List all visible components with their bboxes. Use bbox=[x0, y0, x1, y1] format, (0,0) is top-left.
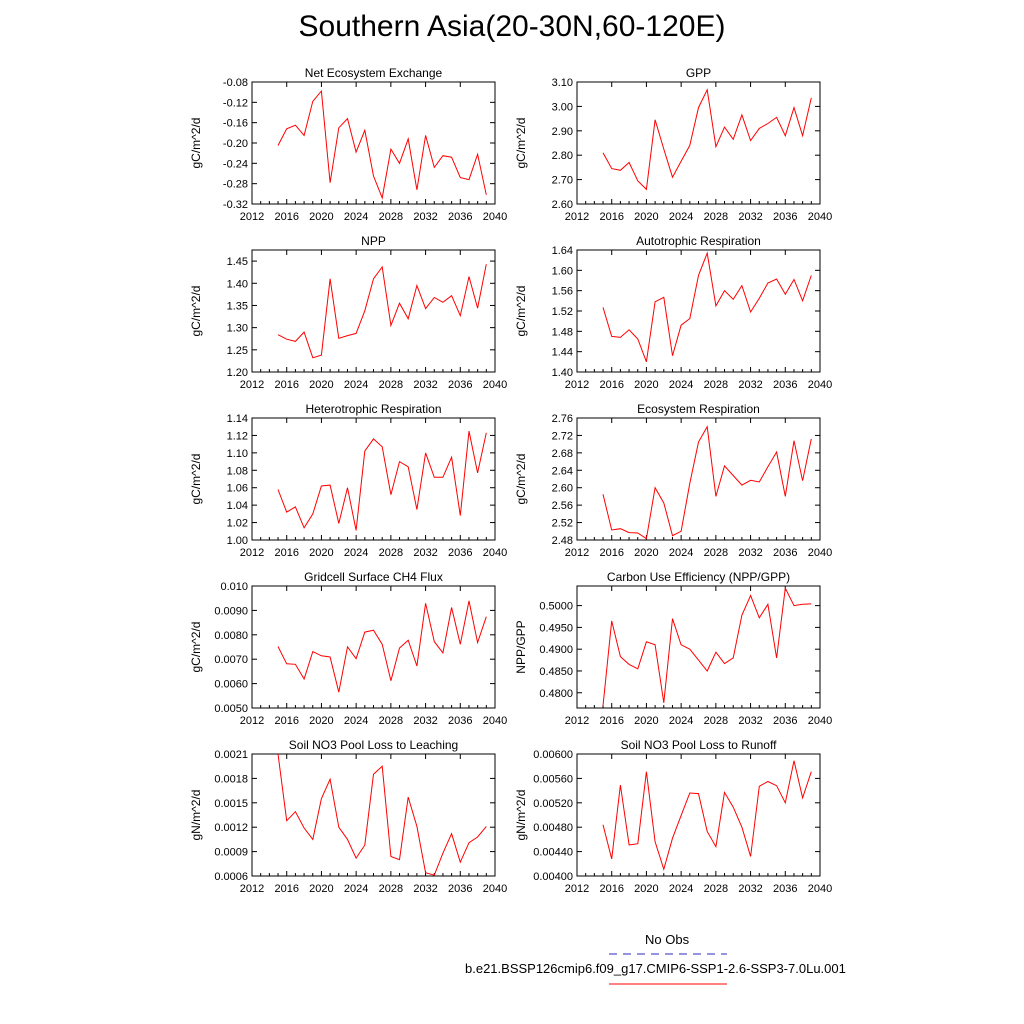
panel-7-xtick-label: 2036 bbox=[448, 715, 473, 727]
panel-3-ytick-label: 1.40 bbox=[226, 278, 248, 291]
panel-8-series-line bbox=[603, 588, 811, 706]
panel-10-xtick-label: 2028 bbox=[703, 883, 729, 895]
panel-6-ytick-label: 2.72 bbox=[551, 430, 573, 443]
panel-10-xtick-label: 2012 bbox=[564, 883, 590, 895]
panel-3-ytick-label: 1.20 bbox=[226, 367, 248, 379]
panel-2-frame bbox=[577, 82, 820, 204]
panel-1-xtick-label: 2032 bbox=[413, 211, 438, 223]
panel-8-ytick-label: 0.4900 bbox=[539, 644, 573, 657]
panel-10-title: Soil NO3 Pool Loss to Runoff bbox=[620, 738, 777, 752]
panel-3-ytick-label: 1.25 bbox=[226, 344, 248, 357]
panel-8-title: Carbon Use Efficiency (NPP/GPP) bbox=[606, 570, 791, 584]
panel-3-title: NPP bbox=[361, 234, 386, 248]
panel-6-ytick-label: 2.56 bbox=[551, 500, 573, 513]
panel-6-xtick-label: 2028 bbox=[703, 547, 729, 559]
panel-5-ytick-label: 1.06 bbox=[226, 482, 248, 495]
panel-9-ytick-label: 0.0018 bbox=[214, 773, 248, 786]
panel-9-xtick-label: 2024 bbox=[343, 883, 369, 895]
panel-5-xtick-label: 2024 bbox=[343, 547, 369, 559]
panel-10-ytick-label: 0.00520 bbox=[533, 797, 573, 810]
panel-4-xtick-label: 2040 bbox=[807, 379, 833, 391]
panel-6-ytick-label: 2.60 bbox=[551, 482, 573, 495]
panel-9-xtick-label: 2016 bbox=[274, 883, 299, 895]
panel-7-ytick-label: 0.0080 bbox=[214, 629, 248, 642]
panel-3-xtick-label: 2012 bbox=[239, 379, 265, 391]
panel-7-xtick-label: 2024 bbox=[343, 715, 369, 727]
panel-4-ytick-label: 1.52 bbox=[551, 306, 573, 318]
panel-2-xtick-label: 2032 bbox=[738, 211, 763, 223]
panel-10-xtick-label: 2040 bbox=[807, 883, 833, 895]
panel-8-xtick-label: 2016 bbox=[599, 715, 624, 727]
panel-6-title: Ecosystem Respiration bbox=[637, 402, 760, 416]
panel-10-xtick-label: 2020 bbox=[634, 883, 659, 895]
panel-3-xtick-label: 2040 bbox=[482, 379, 508, 391]
panel-4-ytick-label: 1.56 bbox=[551, 285, 573, 298]
panel-1-ytick-label: -0.32 bbox=[222, 199, 248, 211]
panel-7-series-line bbox=[278, 601, 486, 692]
panel-6-ytick-label: 2.68 bbox=[551, 447, 573, 460]
panel-7-xtick-label: 2020 bbox=[309, 715, 334, 727]
legend-label-model: b.e21.BSSP126cmip6.f09_g17.CMIP6-SSP1-2.6-SSP3-7.0Lu.001 bbox=[465, 961, 846, 976]
panel-7-ytick-label: 0.0060 bbox=[214, 678, 248, 691]
panel-4-ytick-label: 1.60 bbox=[551, 265, 573, 278]
panel-8-xtick-label: 2036 bbox=[773, 715, 798, 727]
panel-9-ylabel: gN/m^2/d bbox=[189, 789, 203, 841]
panel-1-title: Net Ecosystem Exchange bbox=[304, 66, 443, 80]
panel-5-ylabel: gC/m^2/d bbox=[189, 453, 203, 505]
panel-10-frame bbox=[577, 754, 820, 876]
panel-6-xtick-label: 2016 bbox=[599, 547, 624, 559]
panel-8-xtick-label: 2028 bbox=[703, 715, 729, 727]
panel-7-xtick-label: 2028 bbox=[378, 715, 404, 727]
panel-6-xtick-label: 2032 bbox=[738, 547, 763, 559]
panel-3-series-line bbox=[278, 264, 486, 358]
legend-label-no-obs: No Obs bbox=[645, 932, 690, 947]
panel-6-ytick-label: 2.64 bbox=[551, 465, 573, 478]
panel-5-ytick-label: 1.02 bbox=[226, 517, 248, 530]
panel-6-ytick-label: 2.76 bbox=[551, 413, 573, 425]
panel-7-xtick-label: 2012 bbox=[239, 715, 265, 727]
panel-1-xtick-label: 2036 bbox=[448, 211, 473, 223]
panel-9-xtick-label: 2028 bbox=[378, 883, 404, 895]
panel-3-ylabel: gC/m^2/d bbox=[189, 285, 203, 337]
panel-6-xtick-label: 2036 bbox=[773, 547, 798, 559]
panel-2-xtick-label: 2036 bbox=[773, 211, 798, 223]
panel-7-xtick-label: 2040 bbox=[482, 715, 508, 727]
panel-10-ytick-label: 0.00400 bbox=[533, 871, 573, 883]
panel-4-xtick-label: 2036 bbox=[773, 379, 798, 391]
panel-4-ylabel: gC/m^2/d bbox=[514, 285, 528, 337]
panel-8-xtick-label: 2040 bbox=[807, 715, 833, 727]
panel-1-ytick-label: -0.16 bbox=[222, 117, 248, 130]
panel-3-xtick-label: 2020 bbox=[309, 379, 334, 391]
panel-8-xtick-label: 2032 bbox=[738, 715, 763, 727]
panel-8-xtick-label: 2012 bbox=[564, 715, 590, 727]
panel-1-ytick-label: -0.28 bbox=[222, 178, 248, 191]
panel-9-ytick-label: 0.0006 bbox=[214, 871, 248, 883]
panel-1-xtick-label: 2028 bbox=[378, 211, 404, 223]
panel-7-title: Gridcell Surface CH4 Flux bbox=[304, 570, 443, 584]
figure-title: Southern Asia(20-30N,60-120E) bbox=[298, 10, 726, 43]
panel-1-ylabel: gC/m^2/d bbox=[189, 117, 203, 169]
panel-3-xtick-label: 2016 bbox=[274, 379, 299, 391]
panel-4-series-line bbox=[603, 253, 811, 362]
panel-6-xtick-label: 2040 bbox=[807, 547, 833, 559]
panel-7-ytick-label: 0.0050 bbox=[214, 703, 248, 715]
panel-4-xtick-label: 2028 bbox=[703, 379, 729, 391]
panel-2-xtick-label: 2028 bbox=[703, 211, 729, 223]
panel-6-series-line bbox=[603, 427, 811, 539]
panel-1-xtick-label: 2016 bbox=[274, 211, 299, 223]
panel-1-frame bbox=[252, 82, 495, 204]
panel-1-ytick-label: -0.20 bbox=[222, 138, 248, 150]
panel-10-xtick-label: 2024 bbox=[668, 883, 694, 895]
panel-6-xtick-label: 2020 bbox=[634, 547, 659, 559]
panel-4-title: Autotrophic Respiration bbox=[636, 234, 761, 248]
panel-9-ytick-label: 0.0015 bbox=[214, 797, 248, 810]
panel-2-ytick-label: 2.60 bbox=[551, 199, 573, 211]
panel-4-ytick-label: 1.48 bbox=[551, 326, 573, 339]
panel-5-xtick-label: 2028 bbox=[378, 547, 404, 559]
panel-2-series-line bbox=[603, 90, 811, 190]
panel-5-ytick-label: 1.10 bbox=[226, 447, 248, 460]
panel-8-ytick-label: 0.4950 bbox=[539, 622, 573, 635]
panel-2-title: GPP bbox=[685, 66, 712, 80]
panel-10-ytick-label: 0.00480 bbox=[533, 822, 573, 835]
panel-4-ytick-label: 1.40 bbox=[551, 367, 573, 379]
panel-5-ytick-label: 1.04 bbox=[226, 500, 248, 513]
panel-9-xtick-label: 2040 bbox=[482, 883, 508, 895]
panel-5-xtick-label: 2012 bbox=[239, 547, 265, 559]
panel-5-xtick-label: 2020 bbox=[309, 547, 334, 559]
panel-10-xtick-label: 2036 bbox=[773, 883, 798, 895]
panel-9-title: Soil NO3 Pool Loss to Leaching bbox=[288, 738, 459, 752]
panel-9-xtick-label: 2012 bbox=[239, 883, 265, 895]
panel-1-ytick-label: -0.24 bbox=[222, 158, 248, 171]
panel-1-xtick-label: 2012 bbox=[239, 211, 265, 223]
panel-5-xtick-label: 2040 bbox=[482, 547, 508, 559]
panel-8-xtick-label: 2024 bbox=[668, 715, 694, 727]
panel-7-frame bbox=[252, 586, 495, 708]
panel-1-ytick-label: -0.12 bbox=[222, 97, 248, 110]
panel-5-title: Heterotrophic Respiration bbox=[305, 402, 442, 416]
panel-2-xtick-label: 2040 bbox=[807, 211, 833, 223]
panel-1-ytick-label: -0.08 bbox=[222, 77, 248, 89]
panel-6-ytick-label: 2.52 bbox=[551, 517, 573, 530]
panel-1-xtick-label: 2040 bbox=[482, 211, 508, 223]
panel-2-ytick-label: 2.90 bbox=[551, 125, 573, 138]
panel-4-ytick-label: 1.64 bbox=[551, 245, 573, 257]
panel-5-ytick-label: 1.00 bbox=[226, 535, 248, 547]
panel-4-xtick-label: 2016 bbox=[599, 379, 624, 391]
panel-7-ytick-label: 0.010 bbox=[220, 581, 248, 593]
panel-3-xtick-label: 2032 bbox=[413, 379, 438, 391]
panel-2-ytick-label: 2.70 bbox=[551, 174, 573, 187]
panel-8-ytick-label: 0.4850 bbox=[539, 665, 573, 678]
panel-9-ytick-label: 0.0021 bbox=[214, 749, 248, 761]
panel-4-xtick-label: 2032 bbox=[738, 379, 763, 391]
panel-10-ytick-label: 0.00560 bbox=[533, 773, 573, 786]
panel-6-frame bbox=[577, 418, 820, 540]
panel-5-frame bbox=[252, 418, 495, 540]
panel-8-ytick-label: 0.4800 bbox=[539, 687, 573, 700]
panel-3-xtick-label: 2028 bbox=[378, 379, 404, 391]
panel-10-xtick-label: 2032 bbox=[738, 883, 763, 895]
panel-8-xtick-label: 2020 bbox=[634, 715, 659, 727]
panel-2-ytick-label: 2.80 bbox=[551, 150, 573, 163]
panel-6-xtick-label: 2012 bbox=[564, 547, 590, 559]
panel-6-ytick-label: 2.48 bbox=[551, 535, 573, 547]
panel-10-xtick-label: 2016 bbox=[599, 883, 624, 895]
panel-1-xtick-label: 2020 bbox=[309, 211, 334, 223]
panel-3-ytick-label: 1.45 bbox=[226, 256, 248, 269]
panel-4-xtick-label: 2020 bbox=[634, 379, 659, 391]
panel-4-ytick-label: 1.44 bbox=[551, 346, 573, 359]
panel-3-ytick-label: 1.35 bbox=[226, 300, 248, 313]
panel-5-xtick-label: 2032 bbox=[413, 547, 438, 559]
panel-6-xtick-label: 2024 bbox=[668, 547, 694, 559]
panel-7-xtick-label: 2032 bbox=[413, 715, 438, 727]
panel-6-ylabel: gC/m^2/d bbox=[514, 453, 528, 505]
panel-9-ytick-label: 0.0009 bbox=[214, 846, 248, 859]
panel-5-ytick-label: 1.12 bbox=[226, 430, 248, 443]
panel-8-ytick-label: 0.5000 bbox=[539, 600, 573, 613]
panel-9-series-line bbox=[278, 754, 486, 875]
panel-2-ytick-label: 3.10 bbox=[551, 77, 573, 89]
panel-10-series-line bbox=[603, 761, 811, 870]
panel-10-ylabel: gN/m^2/d bbox=[514, 789, 528, 841]
panel-2-xtick-label: 2020 bbox=[634, 211, 659, 223]
panel-7-xtick-label: 2016 bbox=[274, 715, 299, 727]
panel-4-xtick-label: 2024 bbox=[668, 379, 694, 391]
panel-9-xtick-label: 2020 bbox=[309, 883, 334, 895]
panel-5-xtick-label: 2036 bbox=[448, 547, 473, 559]
panel-5-ytick-label: 1.14 bbox=[226, 413, 248, 425]
panel-2-xtick-label: 2012 bbox=[564, 211, 590, 223]
panel-3-xtick-label: 2036 bbox=[448, 379, 473, 391]
panel-9-xtick-label: 2032 bbox=[413, 883, 438, 895]
panel-2-xtick-label: 2016 bbox=[599, 211, 624, 223]
panel-8-ylabel: NPP/GPP bbox=[514, 620, 528, 674]
panel-1-xtick-label: 2024 bbox=[343, 211, 369, 223]
panel-10-ytick-label: 0.00600 bbox=[533, 749, 573, 761]
panel-2-ylabel: gC/m^2/d bbox=[514, 117, 528, 169]
panel-4-frame bbox=[577, 250, 820, 372]
panel-2-xtick-label: 2024 bbox=[668, 211, 694, 223]
panel-10-ytick-label: 0.00440 bbox=[533, 846, 573, 859]
panel-4-xtick-label: 2012 bbox=[564, 379, 590, 391]
panel-5-xtick-label: 2016 bbox=[274, 547, 299, 559]
panel-7-ytick-label: 0.0070 bbox=[214, 654, 248, 667]
panel-7-ytick-label: 0.0090 bbox=[214, 605, 248, 618]
panel-3-ytick-label: 1.30 bbox=[226, 322, 248, 335]
panel-5-series-line bbox=[278, 431, 486, 530]
panel-5-ytick-label: 1.08 bbox=[226, 465, 248, 478]
panel-9-xtick-label: 2036 bbox=[448, 883, 473, 895]
panel-3-xtick-label: 2024 bbox=[343, 379, 369, 391]
panel-1-series-line bbox=[278, 91, 486, 198]
panel-2-ytick-label: 3.00 bbox=[551, 101, 573, 114]
panel-9-ytick-label: 0.0012 bbox=[214, 822, 248, 835]
panel-7-ylabel: gC/m^2/d bbox=[189, 621, 203, 673]
